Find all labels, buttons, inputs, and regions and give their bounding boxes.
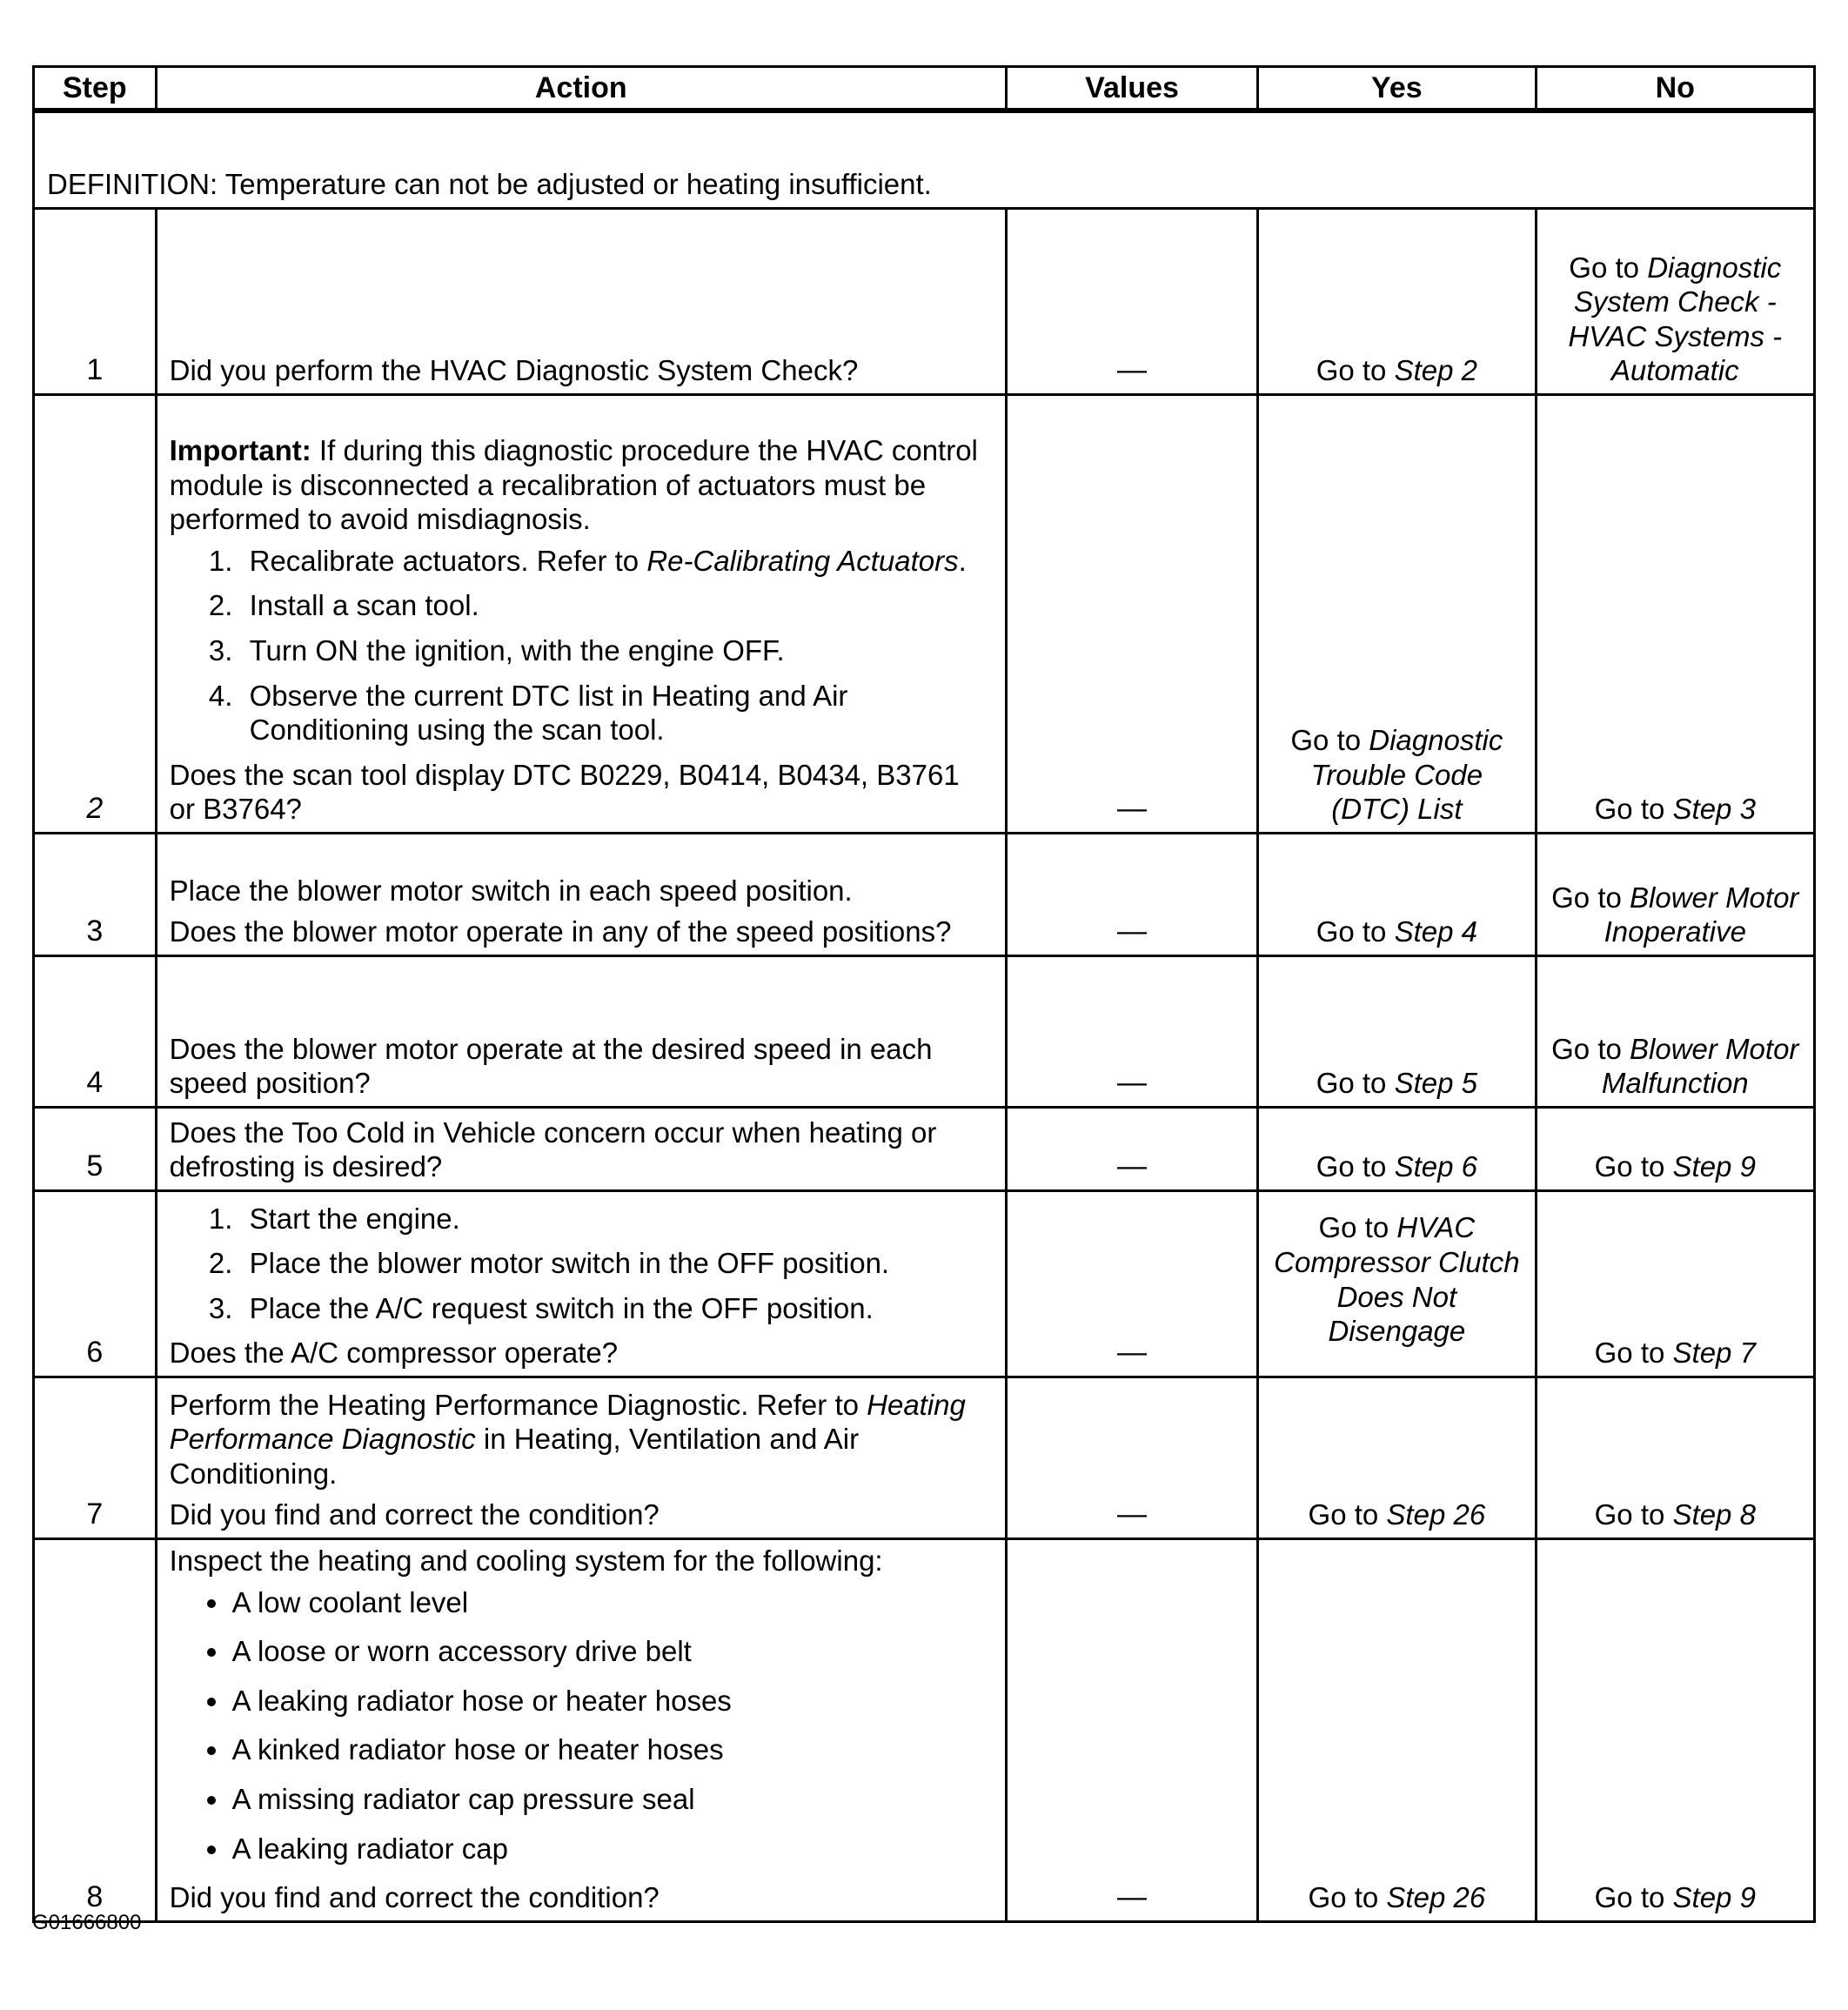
table-row [34,1377,1815,1539]
list-item: 2. Install a scan tool. [241,588,993,623]
goto-prefix: Go to [1308,1498,1387,1531]
figure-id: G01666800 [32,1911,142,1934]
table-row [34,1108,1815,1191]
action-cell [156,834,1006,956]
important-text: If during this diagnostic procedure the HVAC control module is disconnected a recalibration of actuators must be performed to avoid misdiagnosis. [169,434,978,536]
goto-link[interactable]: Step 9 [1672,1881,1756,1914]
table-row [34,834,1815,956]
goto-prefix: Go to [1569,251,1648,284]
list-item: 1. Start the engine. [241,1202,993,1236]
no-cell [1536,956,1814,1108]
step-number: 2 [34,395,157,834]
question-text: Does the blower motor operate at the desired speed in each speed position? [169,1032,933,1100]
yes-cell [1258,1191,1536,1377]
list-item: 3. Turn ON the ignition, with the engine OFF. [241,633,993,668]
action-cell [156,395,1006,834]
action-cell [156,209,1006,395]
step-number: 6 [34,1191,157,1377]
action-cell [156,1377,1006,1539]
goto-link[interactable]: Step 3 [1672,793,1756,826]
question-text: Does the Too Cold in Vehicle concern occur when heating or defrosting is desired? [169,1116,937,1183]
goto-prefix: Go to [1594,1881,1673,1914]
step-number: 4 [34,956,157,1108]
procedure-list [170,544,993,747]
table-row [34,1539,1815,1922]
action-text: Place the blower motor switch in each speed position. [169,874,853,907]
no-cell [1536,395,1814,834]
list-item: • A leaking radiator hose or heater hoses [231,1684,993,1719]
header-yes: Yes [1258,67,1536,111]
item-text: Recalibrate actuators. Refer to [249,544,647,577]
goto-link[interactable]: Diagnostic System Check - HVAC Systems - Automatic [1568,251,1783,387]
header-step: Step [34,67,157,111]
goto-link[interactable]: Step 9 [1672,1150,1756,1183]
definition-row [34,111,1815,209]
action-cell [156,1191,1006,1377]
goto-link[interactable]: Step 2 [1394,354,1478,387]
action-text-start: Perform the Heating Performance Diagnostic. Refer to [169,1388,867,1421]
no-cell [1536,1191,1814,1377]
goto-link[interactable]: Blower Motor Inoperative [1604,881,1799,948]
goto-link[interactable]: Step 26 [1386,1498,1486,1531]
goto-prefix: Go to [1594,793,1673,826]
values-cell: — [1006,1108,1257,1191]
no-cell [1536,834,1814,956]
list-item: • A kinked radiator hose or heater hoses [231,1732,993,1767]
action-cell [156,1539,1006,1922]
yes-cell [1258,395,1536,834]
header-values: Values [1006,67,1257,111]
values-cell: — [1006,1539,1257,1922]
list-item: 2. Place the blower motor switch in the OFF position. [241,1246,993,1281]
inspection-list [170,1585,993,1866]
header-row [34,67,1815,111]
action-text: Did you perform the HVAC Diagnostic System Check? [169,354,859,387]
goto-link[interactable]: Step 4 [1394,915,1478,948]
goto-prefix: Go to [1318,1211,1397,1244]
goto-link[interactable]: Step 5 [1394,1067,1478,1100]
question-text: Does the scan tool display DTC B0229, B0414, B0434, B3761 or B3764? [169,758,960,826]
yes-cell [1258,209,1536,395]
table-row [34,1191,1815,1377]
list-item [241,544,993,579]
goto-prefix: Go to [1551,1032,1630,1065]
goto-link[interactable]: Step 7 [1672,1337,1756,1370]
list-item: 4. Observe the current DTC list in Heating and Air Conditioning using the scan tool. [241,679,993,747]
no-cell [1536,209,1814,395]
goto-link[interactable]: Step 8 [1672,1498,1756,1531]
no-cell [1536,1539,1814,1922]
reference-link[interactable]: Re-Calibrating Actuators [646,544,959,577]
goto-prefix: Go to [1290,724,1369,757]
yes-cell [1258,1377,1536,1539]
action-cell [156,956,1006,1108]
action-cell [156,1108,1006,1191]
goto-prefix: Go to [1316,1067,1395,1100]
goto-prefix: Go to [1551,881,1630,914]
procedure-list [170,1202,993,1326]
values-cell: — [1006,1377,1257,1539]
goto-link[interactable]: Diagnostic Trouble Code (DTC) List [1310,724,1503,826]
action-text: Inspect the heating and cooling system for the following: [169,1544,883,1577]
important-label: Important: [169,434,311,467]
yes-cell [1258,1539,1536,1922]
header-no: No [1536,67,1814,111]
reference-link[interactable]: Heating Performance Diagnostic [169,1388,966,1456]
important-note [170,433,993,537]
step-number: 5 [34,1108,157,1191]
action-text-end: in Heating, Ventilation and Air Conditioning. [169,1423,860,1490]
goto-prefix: Go to [1316,354,1395,387]
goto-prefix: Go to [1594,1337,1673,1370]
question-text: Did you find and correct the condition? [169,1881,660,1914]
item-text-end: . [958,544,967,577]
goto-link[interactable]: HVAC Compressor Clutch Does Not Disengage [1274,1211,1520,1348]
no-cell [1536,1108,1814,1191]
step-number: 8 [34,1539,157,1922]
values-cell: — [1006,956,1257,1108]
goto-link[interactable]: Step 6 [1394,1150,1478,1183]
yes-cell [1258,956,1536,1108]
definition-text: DEFINITION: Temperature can not be adjusted or heating insufficient. [34,111,1815,209]
values-cell: — [1006,1191,1257,1377]
yes-cell [1258,834,1536,956]
no-cell [1536,1377,1814,1539]
goto-link[interactable]: Blower Motor Malfunction [1601,1032,1799,1100]
goto-prefix: Go to [1594,1498,1673,1531]
goto-link[interactable]: Step 26 [1386,1881,1486,1914]
list-item: • A missing radiator cap pressure seal [231,1782,993,1817]
list-item: • A low coolant level [231,1585,993,1620]
question-text: Does the A/C compressor operate? [169,1337,619,1370]
values-cell: — [1006,834,1257,956]
step-number: 3 [34,834,157,956]
goto-prefix: Go to [1316,915,1395,948]
list-item: • A loose or worn accessory drive belt [231,1634,993,1669]
yes-cell [1258,1108,1536,1191]
header-action: Action [156,67,1006,111]
step-number: 7 [34,1377,157,1539]
list-item: 3. Place the A/C request switch in the OFF position. [241,1291,993,1326]
action-text [170,1388,993,1491]
goto-prefix: Go to [1316,1150,1395,1183]
question-text: Does the blower motor operate in any of the speed positions? [169,915,952,948]
table-row [34,395,1815,834]
values-cell: — [1006,209,1257,395]
goto-prefix: Go to [1594,1150,1673,1183]
step-number: 1 [34,209,157,395]
values-cell: — [1006,395,1257,834]
table-row [34,956,1815,1108]
goto-prefix: Go to [1308,1881,1387,1914]
diagnostic-table [32,65,1816,1923]
table-row [34,209,1815,395]
list-item: • A leaking radiator cap [231,1832,993,1866]
question-text: Did you find and correct the condition? [169,1498,660,1531]
